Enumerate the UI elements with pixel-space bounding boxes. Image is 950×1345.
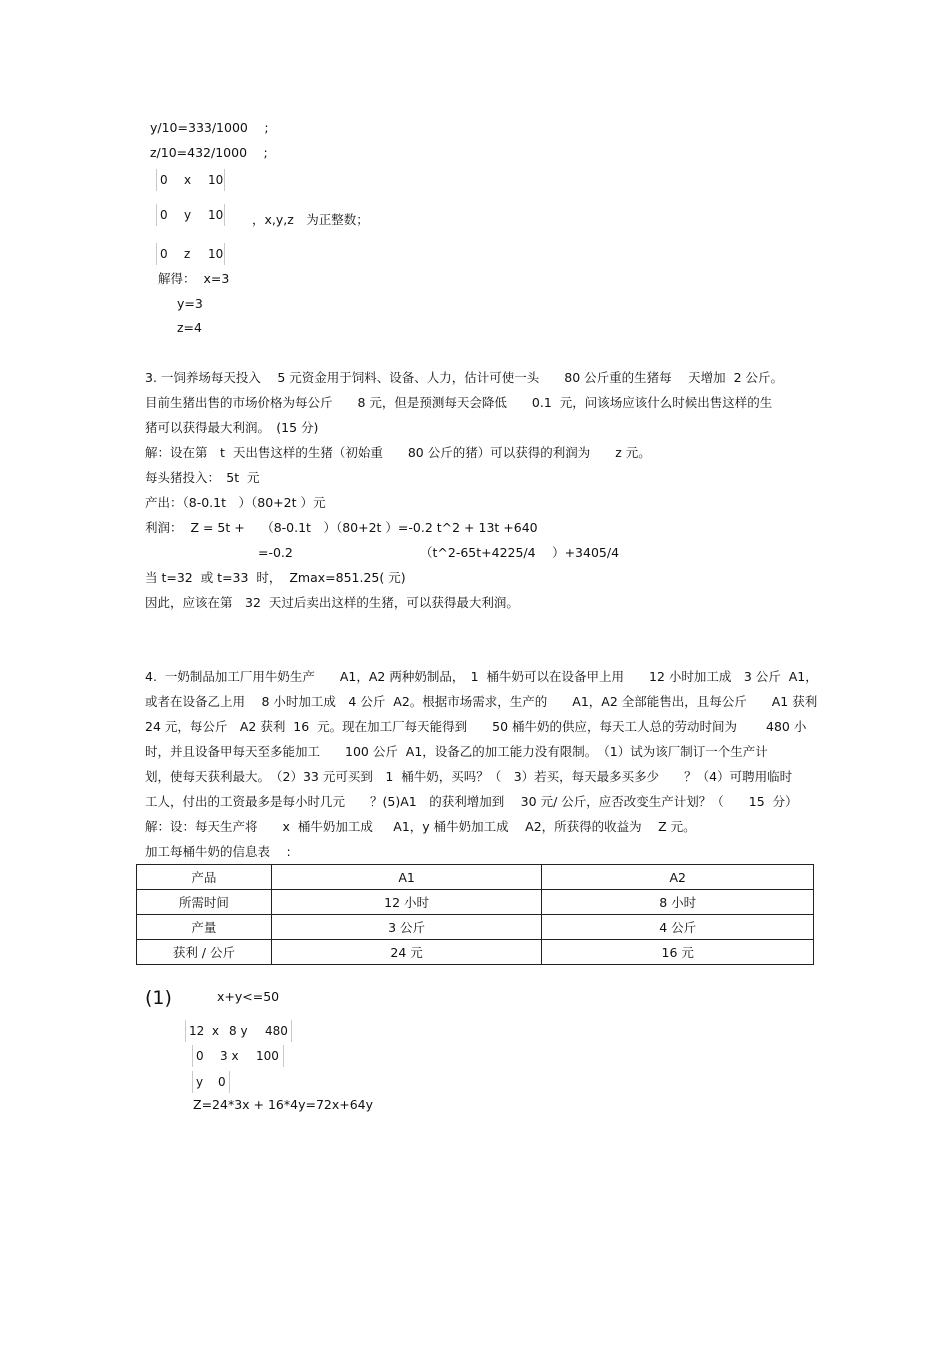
table-caption: 加工每桶牛奶的信息表 : bbox=[145, 844, 291, 859]
objective-function: Z=24*3x + 16*4y=72x+64y bbox=[193, 1097, 374, 1112]
constraint-line: x+y<=50 bbox=[217, 989, 280, 1004]
table-cell: 16 元 bbox=[542, 940, 814, 965]
table-cell: 8 小时 bbox=[542, 890, 814, 915]
question-text: 24 元，每公斤 A2 获利 16 元。现在加工厂每天能得到 50 桶牛奶的供应，每天工人总的劳动时间为 480 小 bbox=[145, 719, 807, 734]
bound-variable: y bbox=[184, 208, 192, 222]
table-header-row bbox=[137, 865, 814, 890]
constraint-box bbox=[156, 169, 225, 191]
bound-upper: 10 bbox=[208, 173, 224, 187]
table-header-cell: A2 bbox=[542, 865, 814, 890]
table-header-cell: 产品 bbox=[137, 865, 272, 890]
table-header-cell: A1 bbox=[271, 865, 542, 890]
answer-line: 利润： Z = 5t + （8-0.1t ）（80+2t ）=-0.2 t^2 + 13t +640 bbox=[145, 520, 538, 535]
bound-variable: x bbox=[184, 173, 192, 187]
constraint-term: 0 bbox=[218, 1075, 226, 1089]
table-cell: 所需时间 bbox=[137, 890, 272, 915]
answer-line: 解：设在第 t 天出售这样的生猪（初始重 80 公斤的猪）可以获得的利润为 z 元。 bbox=[145, 445, 651, 460]
answer-line: 因此，应该在第 32 天过后卖出这样的生猪，可以获得最大利润。 bbox=[145, 595, 519, 610]
question-text: 或者在设备乙上用 8 小时加工成 4 公斤 A2。根据市场需求，生产的 A1，A2 全部能售出，且每公斤 A1 获利 bbox=[145, 694, 818, 709]
bound-variable: z bbox=[184, 247, 191, 261]
bound-lower: 0 bbox=[160, 173, 168, 187]
constraint-term: 100 bbox=[256, 1049, 279, 1063]
table-row bbox=[137, 915, 814, 940]
answer-line: （t^2-65t+4225/4 ）+3405/4 bbox=[420, 545, 620, 560]
question-text: 时，并且设备甲每天至多能加工 100 公斤 A1，设备乙的加工能力没有限制。 （1）试为该厂制订一个生产计 bbox=[145, 744, 768, 759]
constraint-term: 12 x bbox=[189, 1024, 219, 1038]
table-cell: 12 小时 bbox=[271, 890, 542, 915]
table-cell: 获利 / 公斤 bbox=[137, 940, 272, 965]
constraint-box bbox=[185, 1020, 292, 1042]
question-text: 划，使每天获利最大。 （2）33 元可买到 1 桶牛奶，买吗？（ 3）若买，每天最多买多少 ？（4）可聘用临时 bbox=[145, 769, 793, 784]
table-row bbox=[137, 940, 814, 965]
equation-line: z/10=432/1000 ; bbox=[150, 145, 268, 160]
bound-lower: 0 bbox=[160, 247, 168, 261]
constraint-term: 0 bbox=[196, 1049, 204, 1063]
answer-line: 产出：（8-0.1t ）（80+2t ）元 bbox=[145, 495, 326, 510]
table-cell: 3 公斤 bbox=[271, 915, 542, 940]
constraint-box bbox=[156, 243, 225, 265]
constraint-box bbox=[192, 1071, 230, 1093]
answer-line: 每头猪投入： 5t 元 bbox=[145, 470, 260, 485]
table-cell: 产量 bbox=[137, 915, 272, 940]
constraint-box bbox=[156, 204, 225, 226]
info-table bbox=[136, 864, 814, 965]
table-cell: 4 公斤 bbox=[542, 915, 814, 940]
question-text: 4. 一奶制品加工厂用牛奶生产 A1，A2 两种奶制品， 1 桶牛奶可以在设备甲上用 12 小时加工成 3 公斤 A1， bbox=[145, 669, 818, 684]
constraint-term: 480 bbox=[265, 1024, 288, 1038]
answer-line: 解：设：每天生产将 x 桶牛奶加工成 A1，y 桶牛奶加工成 A2，所获得的收益为 Z 元。 bbox=[145, 819, 696, 834]
constraint-box bbox=[192, 1045, 284, 1067]
table-row bbox=[137, 890, 814, 915]
table-cell: 24 元 bbox=[271, 940, 542, 965]
question-text: 猪可以获得最大利润。 (15 分) bbox=[145, 420, 319, 435]
constraint-term: 8 y bbox=[229, 1024, 248, 1038]
solution-line: 解得： x=3 bbox=[158, 271, 230, 286]
bound-upper: 10 bbox=[208, 247, 224, 261]
answer-line: 当 t=32 或 t=33 时， Zmax=851.25( 元) bbox=[145, 570, 406, 585]
constraint-term: 3 x bbox=[220, 1049, 239, 1063]
question-text: 工人，付出的工资最多是每小时几元 ？(5)A1 的获利增加到 30 元/ 公斤，应否改变生产计划？（ 15 分） bbox=[145, 794, 798, 809]
part-marker: (1) bbox=[145, 987, 172, 1009]
solution-line: y=3 bbox=[177, 296, 203, 311]
bound-lower: 0 bbox=[160, 208, 168, 222]
question-text: 目前生猪出售的市场价格为每公斤 8 元，但是预测每天会降低 0.1 元，问该场应该什么时候出售这样的生 bbox=[145, 395, 773, 410]
solution-line: z=4 bbox=[177, 320, 202, 335]
answer-line: =-0.2 bbox=[258, 545, 293, 560]
constraint-note: ，x,y,z 为正整数； bbox=[252, 212, 369, 227]
constraint-term: y bbox=[196, 1075, 204, 1089]
bound-upper: 10 bbox=[208, 208, 224, 222]
question-text: 3. 一饲养场每天投入 5 元资金用于饲料、设备、人力，估计可使一头 80 公斤重的生猪每 天增加 2 公斤。 bbox=[145, 370, 784, 385]
equation-line: y/10=333/1000 ; bbox=[150, 120, 269, 135]
